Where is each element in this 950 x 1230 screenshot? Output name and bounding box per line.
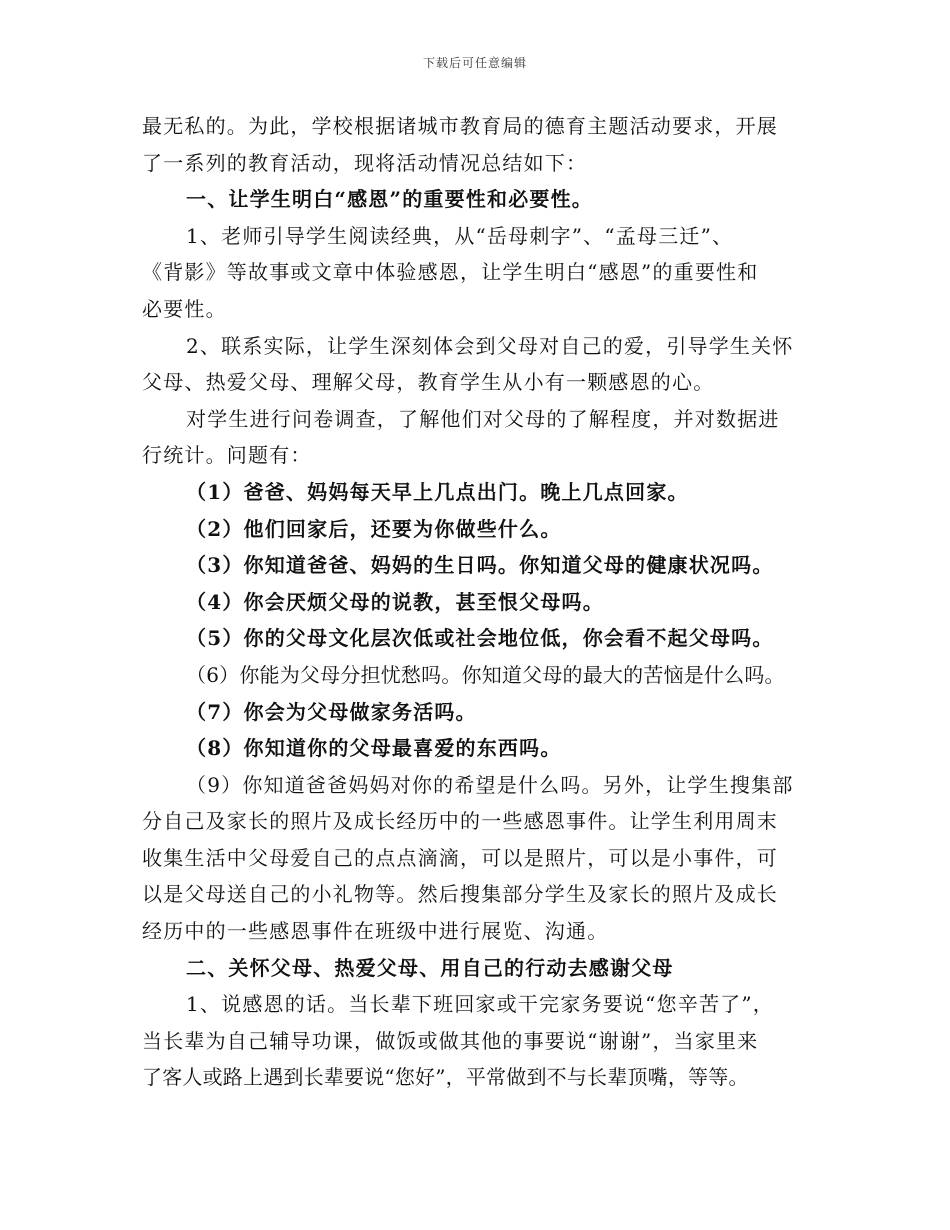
paragraph-line: 必要性。 xyxy=(142,296,227,321)
question-item: （1）爸爸、妈妈每天早上几点出门。晚上几点回家。 xyxy=(186,479,689,504)
paragraph-line: 以是父母送自己的小礼物等。然后搜集部分学生及家长的照片及成长 xyxy=(142,882,778,907)
paragraph-line: 父母、热爱父母、理解父母，教育学生从小有一颗感恩的心。 xyxy=(142,370,715,395)
question-item: （9）你知道爸爸妈妈对你的希望是什么吗。另外，让学生搜集部 xyxy=(186,772,794,797)
section-heading-1: 一、让学生明白“感恩”的重要性和必要性。 xyxy=(186,187,594,212)
question-item: （4）你会厌烦父母的说教，甚至恨父母吗。 xyxy=(186,589,604,614)
question-item: （8）你知道你的父母最喜爱的东西吗。 xyxy=(186,736,562,761)
paragraph-line: 《背影》等故事或文章中体验感恩，让学生明白“感恩”的重要性和 xyxy=(142,260,759,285)
question-item: （6）你能为父母分担忧愁吗。你知道父母的最大的苦恼是什么吗。 xyxy=(186,662,785,687)
paragraph-line: 了一系列的教育活动，现将活动情况总结如下： xyxy=(142,150,588,175)
paragraph-line: 最无私的。为此，学校根据诸城市教育局的德育主题活动要求，开展 xyxy=(142,114,778,138)
paragraph-line: 2、联系实际，让学生深刻体会到父母对自己的爱，引导学生关怀 xyxy=(186,333,794,358)
paragraph-line: 分自己及家长的照片及成长经历中的一些感恩事件。让学生利用周末 xyxy=(142,809,778,834)
question-item: （3）你知道爸爸、妈妈的生日吗。你知道父母的健康状况吗。 xyxy=(186,553,774,578)
page-header: 下载后可任意编辑 xyxy=(422,56,527,70)
paragraph-line: 经历中的一些感恩事件在班级中进行展览、沟通。 xyxy=(142,919,609,944)
paragraph-line: 1、老师引导学生阅读经典，从“岳母刺字”、“孟母三迁”、 xyxy=(186,223,734,248)
question-item: （5）你的父母文化层次低或社会地位低，你会看不起父母吗。 xyxy=(186,626,774,651)
paragraph-line: 行统计。问题有： xyxy=(142,443,312,468)
paragraph-line: 1、说感恩的话。当长辈下班回家或干完家务要说“您辛苦了”， xyxy=(186,992,774,1017)
paragraph-line: 收集生活中父母爱自己的点点滴滴，可以是照片，可以是小事件，可 xyxy=(142,845,778,870)
section-heading-2: 二、关怀父母、热爱父母、用自己的行动去感谢父母 xyxy=(186,955,674,980)
paragraph-line: 了客人或路上遇到长辈要说“您好”，平常做到不与长辈顶嘴，等等。 xyxy=(142,1065,749,1090)
question-item: （7）你会为父母做家务活吗。 xyxy=(186,699,477,724)
document-body xyxy=(142,108,822,1096)
paragraph-line: 当长辈为自己辅导功课，做饭或做其他的事要说“谢谢”，当家里来 xyxy=(142,1028,759,1053)
paragraph-line: 对学生进行问卷调查，了解他们对父母的了解程度，并对数据进 xyxy=(186,406,780,431)
question-item: （2）他们回家后，还要为你做些什么。 xyxy=(186,516,562,541)
